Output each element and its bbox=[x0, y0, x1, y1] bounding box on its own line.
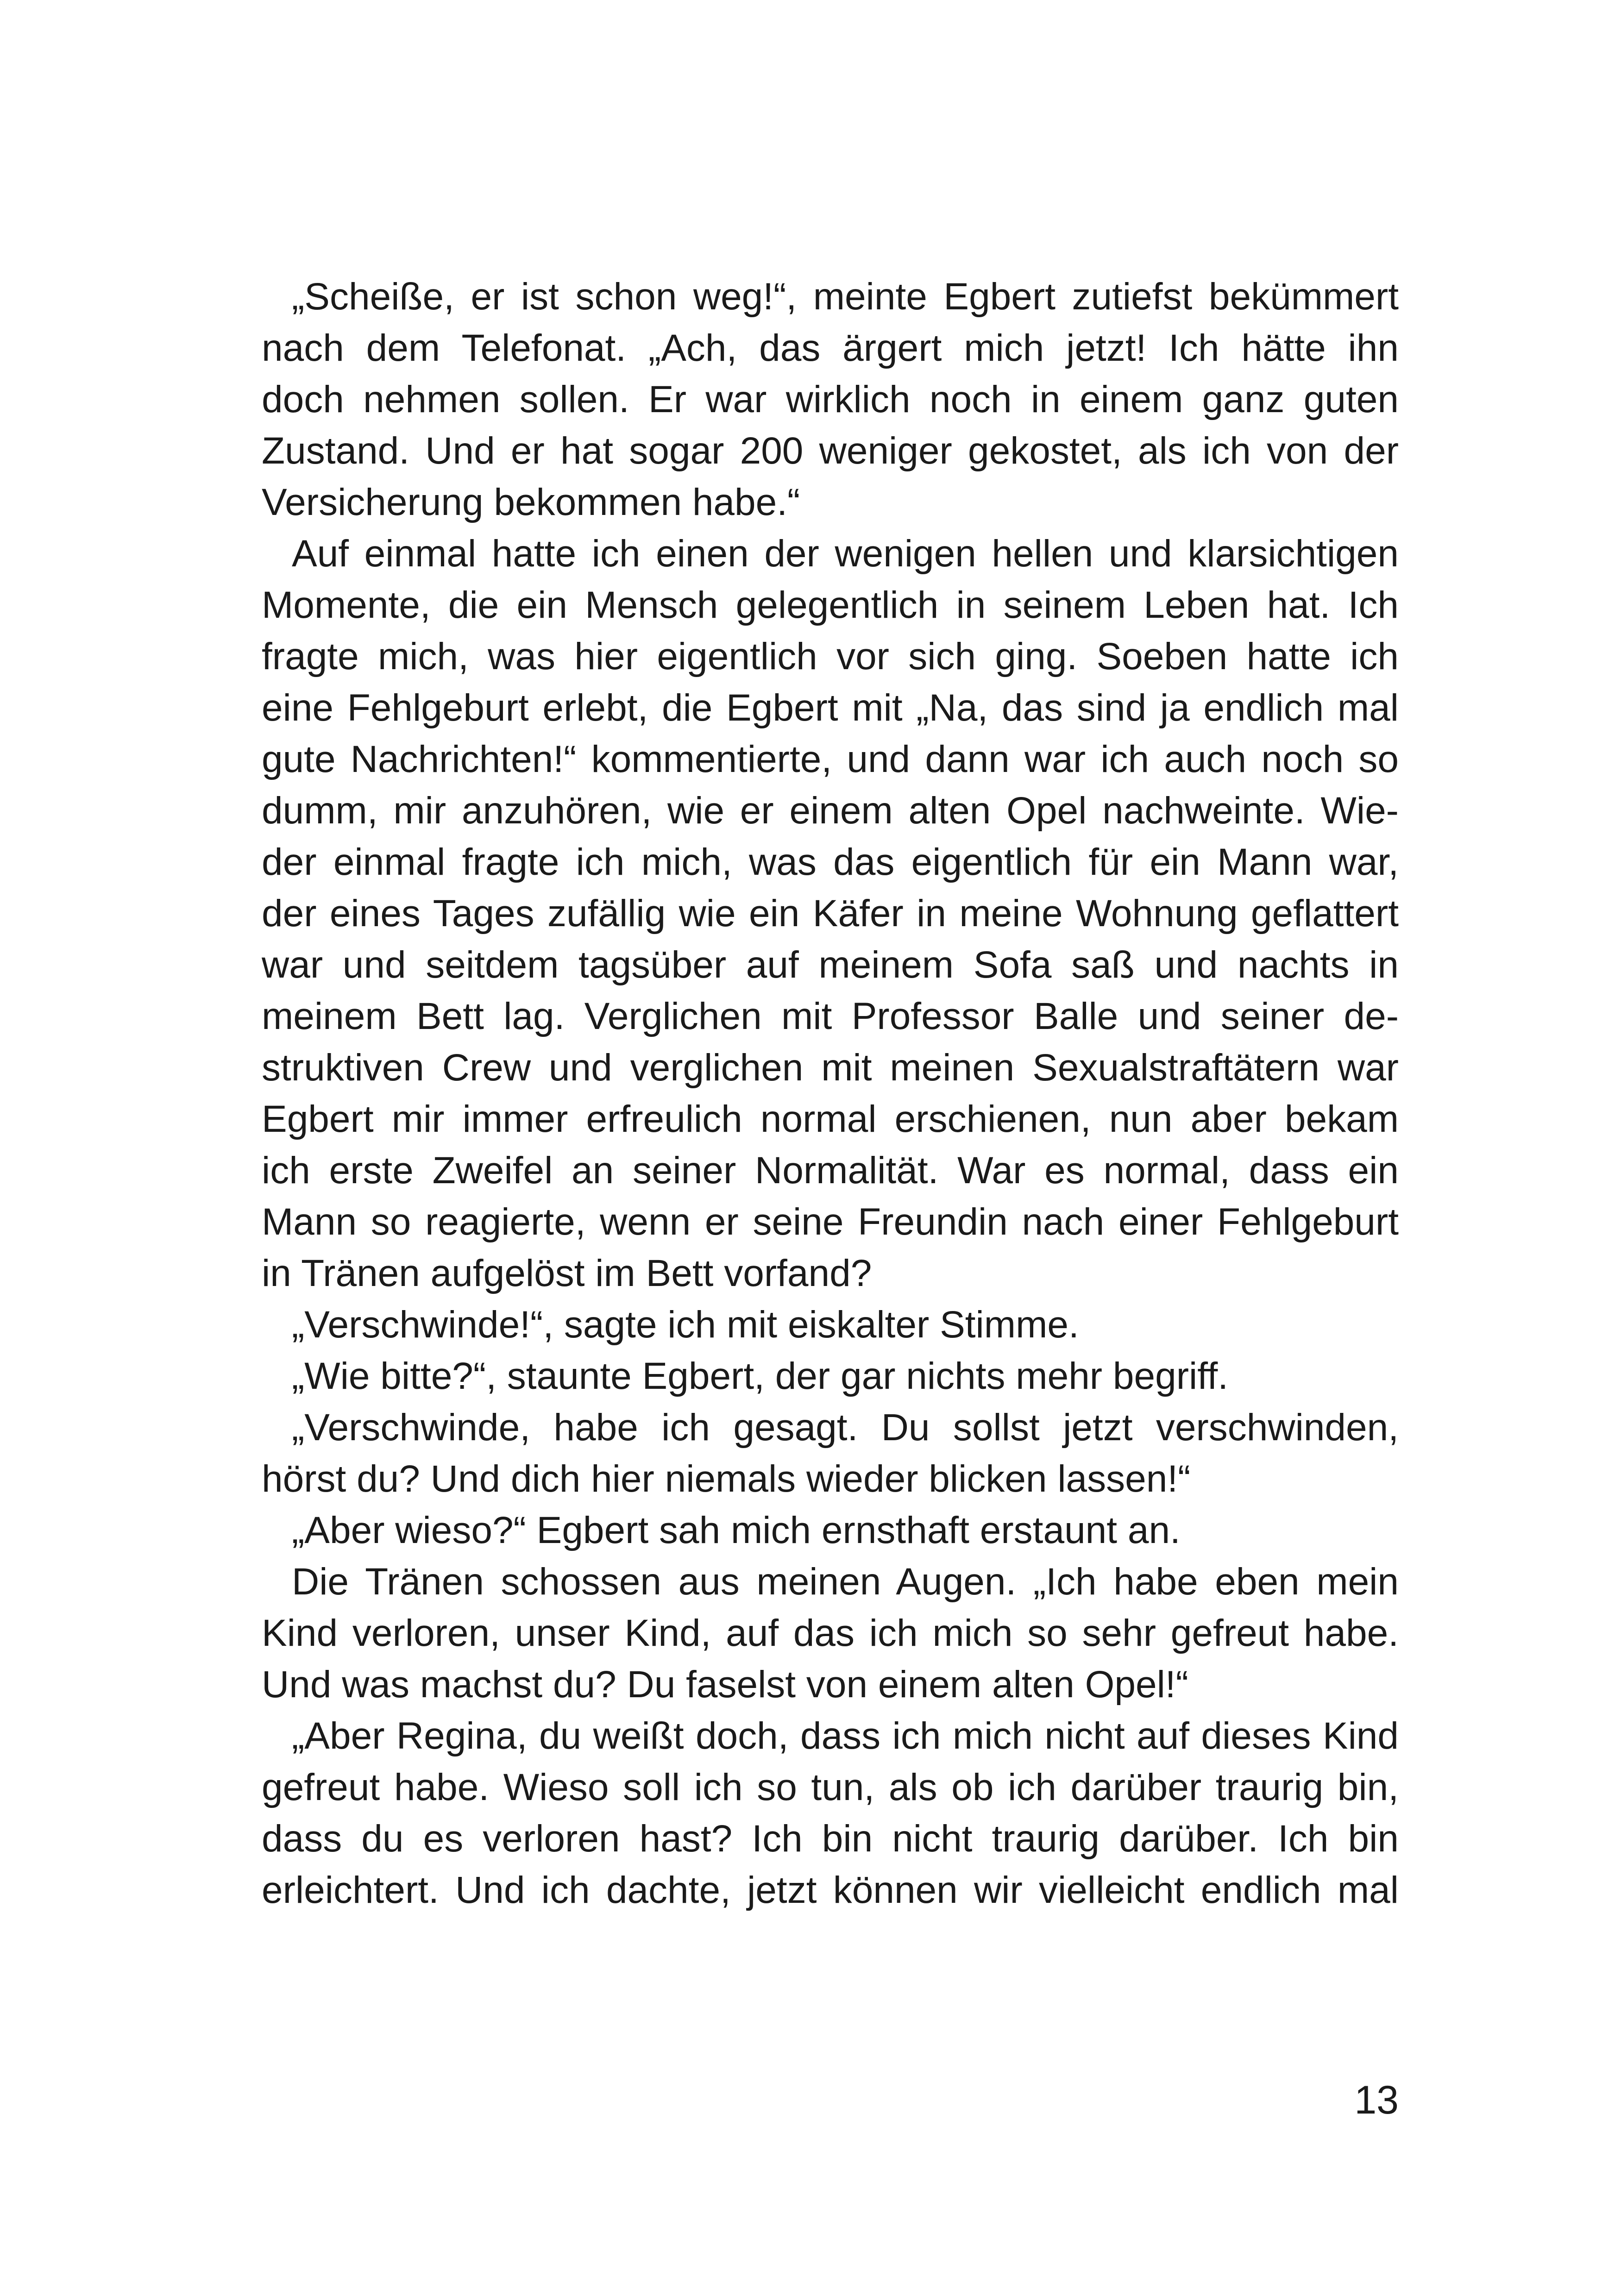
text-line: meinem Bett lag. Verglichen mit Professor Balle und seiner de- bbox=[262, 995, 1399, 1037]
text-line: doch nehmen sollen. Er war wirklich noch in einem ganz guten bbox=[262, 378, 1399, 420]
text-line: Egbert mir immer erfreulich normal erschienen, nun aber bekam bbox=[262, 1098, 1399, 1140]
text-line: erleichtert. Und ich dachte, jetzt können wir vielleicht endlich mal bbox=[262, 1869, 1399, 1911]
text-line: „Aber Regina, du weißt doch, dass ich mich nicht auf dieses Kind bbox=[292, 1715, 1399, 1757]
text-line: dass du es verloren hast? Ich bin nicht traurig darüber. Ich bin bbox=[262, 1818, 1399, 1860]
text-line: Und was machst du? Du faselst von einem alten Opel!“ bbox=[262, 1663, 1188, 1706]
text-line: Zustand. Und er hat sogar 200 weniger gekostet, als ich von der bbox=[262, 430, 1399, 472]
body-text bbox=[262, 271, 1399, 1916]
text-line: eine Fehlgeburt erlebt, die Egbert mit „Na, das sind ja endlich mal bbox=[262, 687, 1399, 729]
text-line: struktiven Crew und verglichen mit meinen Sexualstraftätern war bbox=[262, 1047, 1399, 1089]
text-line: nach dem Telefonat. „Ach, das ärgert mich jetzt! Ich hätte ihn bbox=[262, 327, 1399, 369]
text-line: war und seitdem tagsüber auf meinem Sofa saß und nachts in bbox=[262, 944, 1399, 986]
page-number: 13 bbox=[1354, 2078, 1399, 2122]
text-line: Kind verloren, unser Kind, auf das ich mich so sehr gefreut habe. bbox=[262, 1612, 1399, 1654]
text-line: Versicherung bekommen habe.“ bbox=[262, 481, 800, 523]
text-line: „Verschwinde!“, sagte ich mit eiskalter Stimme. bbox=[292, 1304, 1079, 1346]
text-line: Auf einmal hatte ich einen der wenigen hellen und klarsichtigen bbox=[292, 533, 1399, 575]
text-line: Die Tränen schossen aus meinen Augen. „Ich habe eben mein bbox=[292, 1561, 1399, 1603]
text-line: „Scheiße, er ist schon weg!“, meinte Egbert zutiefst bekümmert bbox=[292, 276, 1399, 318]
text-line: der eines Tages zufällig wie ein Käfer in meine Wohnung geflattert bbox=[262, 892, 1399, 935]
text-line: fragte mich, was hier eigentlich vor sich ging. Soeben hatte ich bbox=[262, 635, 1399, 678]
text-line: dumm, mir anzuhören, wie er einem alten Opel nachweinte. Wie- bbox=[262, 790, 1399, 832]
text-line: ich erste Zweifel an seiner Normalität. War es normal, dass ein bbox=[262, 1149, 1399, 1192]
text-line: Momente, die ein Mensch gelegentlich in seinem Leben hat. Ich bbox=[262, 584, 1399, 626]
text-line: „Aber wieso?“ Egbert sah mich ernsthaft erstaunt an. bbox=[292, 1509, 1181, 1551]
text-line: in Tränen aufgelöst im Bett vorfand? bbox=[262, 1252, 872, 1294]
text-line: Mann so reagierte, wenn er seine Freundin nach einer Fehlgeburt bbox=[262, 1201, 1399, 1243]
text-line: gefreut habe. Wieso soll ich so tun, als ob ich darüber traurig bin, bbox=[262, 1766, 1399, 1808]
text-line: gute Nachrichten!“ kommentierte, und dann war ich auch noch so bbox=[262, 738, 1399, 780]
text-line: der einmal fragte ich mich, was das eigentlich für ein Mann war, bbox=[262, 841, 1399, 883]
text-line: „Verschwinde, habe ich gesagt. Du sollst jetzt verschwinden, bbox=[292, 1406, 1399, 1449]
text-line: „Wie bitte?“, staunte Egbert, der gar nichts mehr begriff. bbox=[292, 1355, 1229, 1397]
text-line: hörst du? Und dich hier niemals wieder blicken lassen!“ bbox=[262, 1458, 1191, 1500]
